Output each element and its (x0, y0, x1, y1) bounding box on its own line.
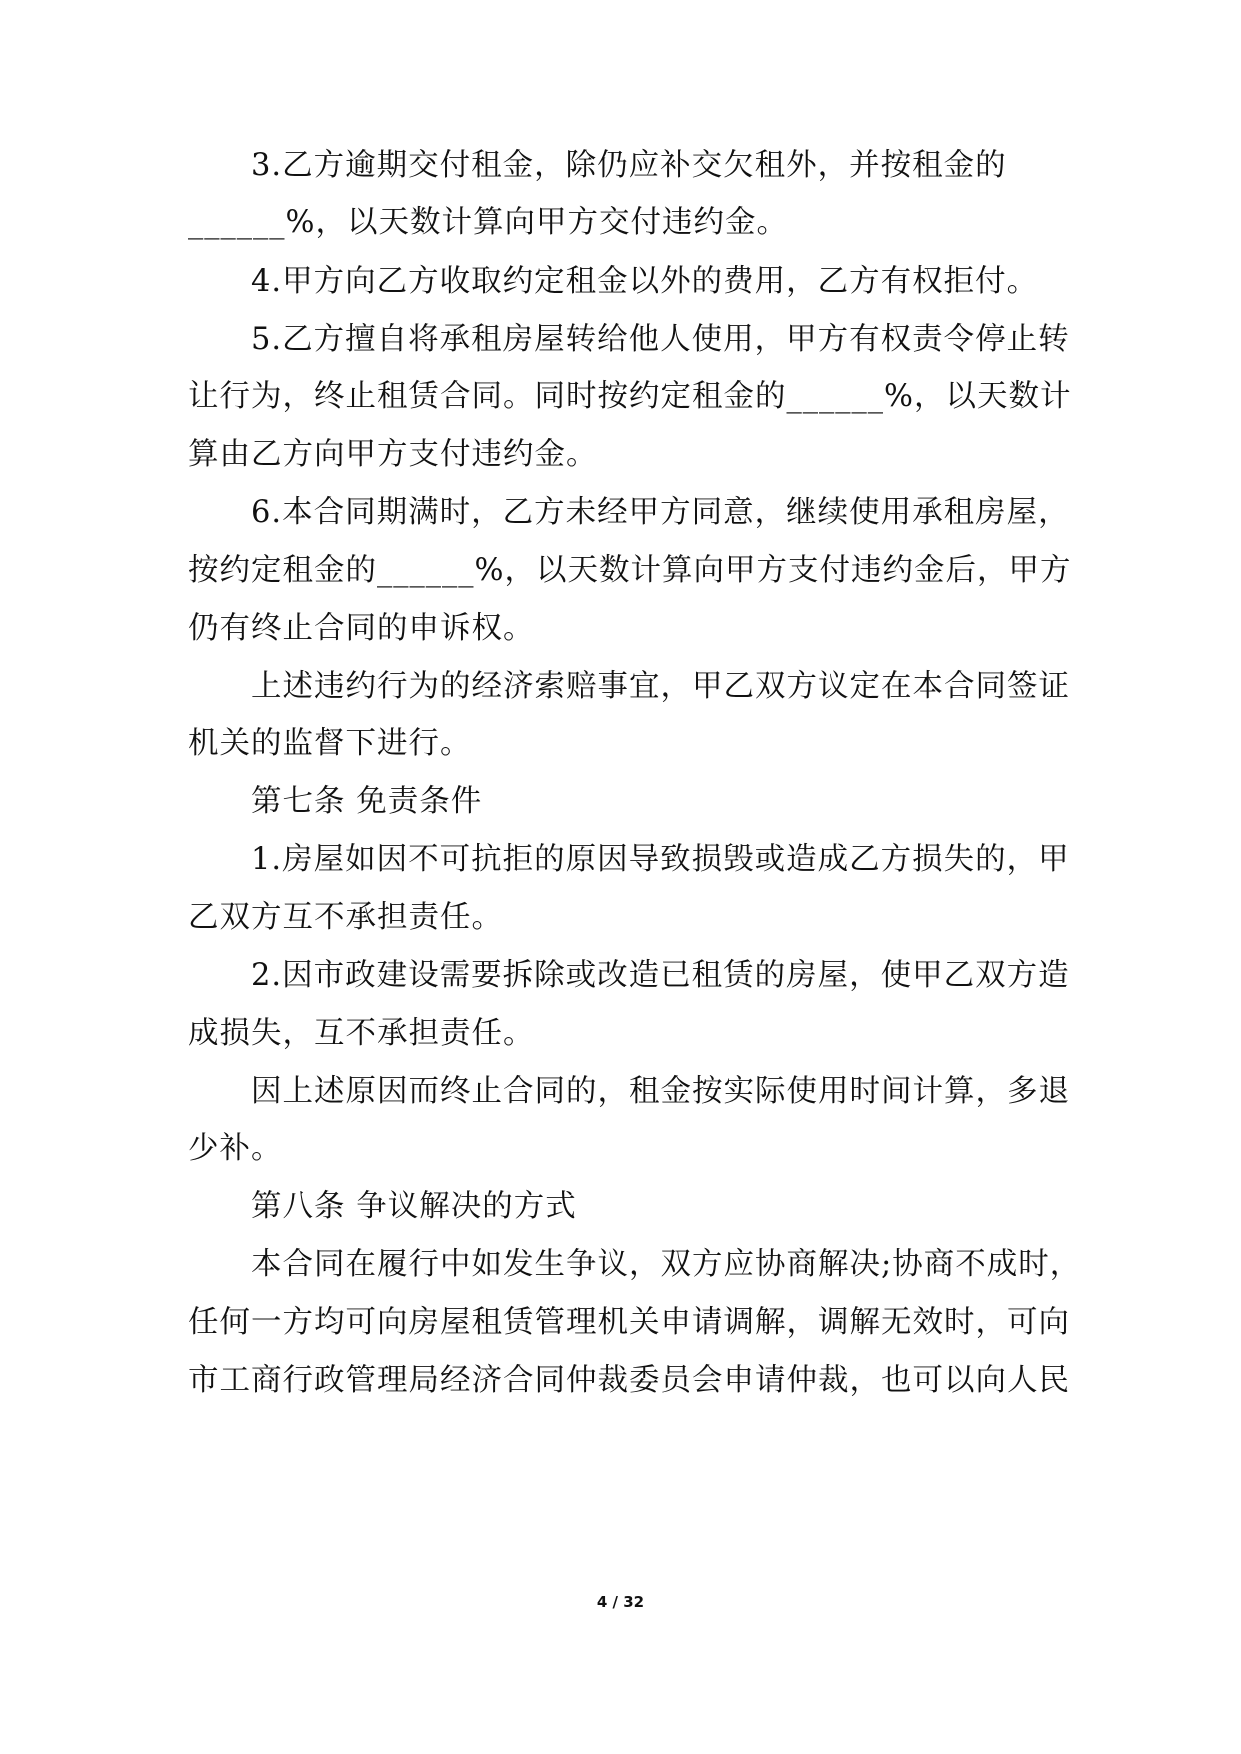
text-line: 按约定租金的______%，以天数计算向甲方支付违约金后，甲方 (188, 553, 1072, 588)
text-line: 机关的监督下进行。 (188, 726, 472, 761)
text-line: ______%，以天数计算向甲方交付违约金。 (188, 205, 788, 240)
text-line: 仍有终止合同的申诉权。 (188, 611, 535, 646)
text-line: 成损失，互不承担责任。 (188, 1016, 535, 1051)
text-line: 6.本合同期满时，乙方未经甲方同意，继续使用承租房屋， (188, 495, 1070, 530)
text-line: 任何一方均可向房屋租赁管理机关申请调解，调解无效时，可向 (188, 1305, 1070, 1340)
text-line: 上述违约行为的经济索赔事宜，甲乙双方议定在本合同签证 (188, 669, 1070, 704)
text-line: 算由乙方向甲方支付违约金。 (188, 437, 598, 472)
text-line: 3.乙方逾期交付租金，除仍应补交欠租外，并按租金的 (188, 148, 1007, 183)
text-line: 少补。 (188, 1131, 283, 1166)
text-line: 乙双方互不承担责任。 (188, 900, 503, 935)
text-line: 2.因市政建设需要拆除或改造已租赁的房屋，使甲乙双方造 (188, 958, 1070, 993)
text-line: 让行为，终止租赁合同。同时按约定租金的______%，以天数计 (188, 379, 1072, 414)
section-heading: 第八条 争议解决的方式 (188, 1189, 577, 1224)
text-line: 5.乙方擅自将承租房屋转给他人使用，甲方有权责令停止转 (188, 322, 1070, 357)
text-line: 1.房屋如因不可抗拒的原因导致损毁或造成乙方损失的，甲 (188, 842, 1070, 877)
page-number: 4 / 32 (596, 1593, 645, 1611)
text-line: 本合同在履行中如发生争议，双方应协商解决;协商不成时， (188, 1247, 1082, 1282)
section-heading: 第七条 免责条件 (188, 784, 483, 819)
text-line: 4.甲方向乙方收取约定租金以外的费用，乙方有权拒付。 (188, 264, 1039, 299)
text-line: 市工商行政管理局经济合同仲裁委员会申请仲裁，也可以向人民 (188, 1363, 1070, 1398)
text-line: 因上述原因而终止合同的，租金按实际使用时间计算，多退 (188, 1074, 1070, 1109)
